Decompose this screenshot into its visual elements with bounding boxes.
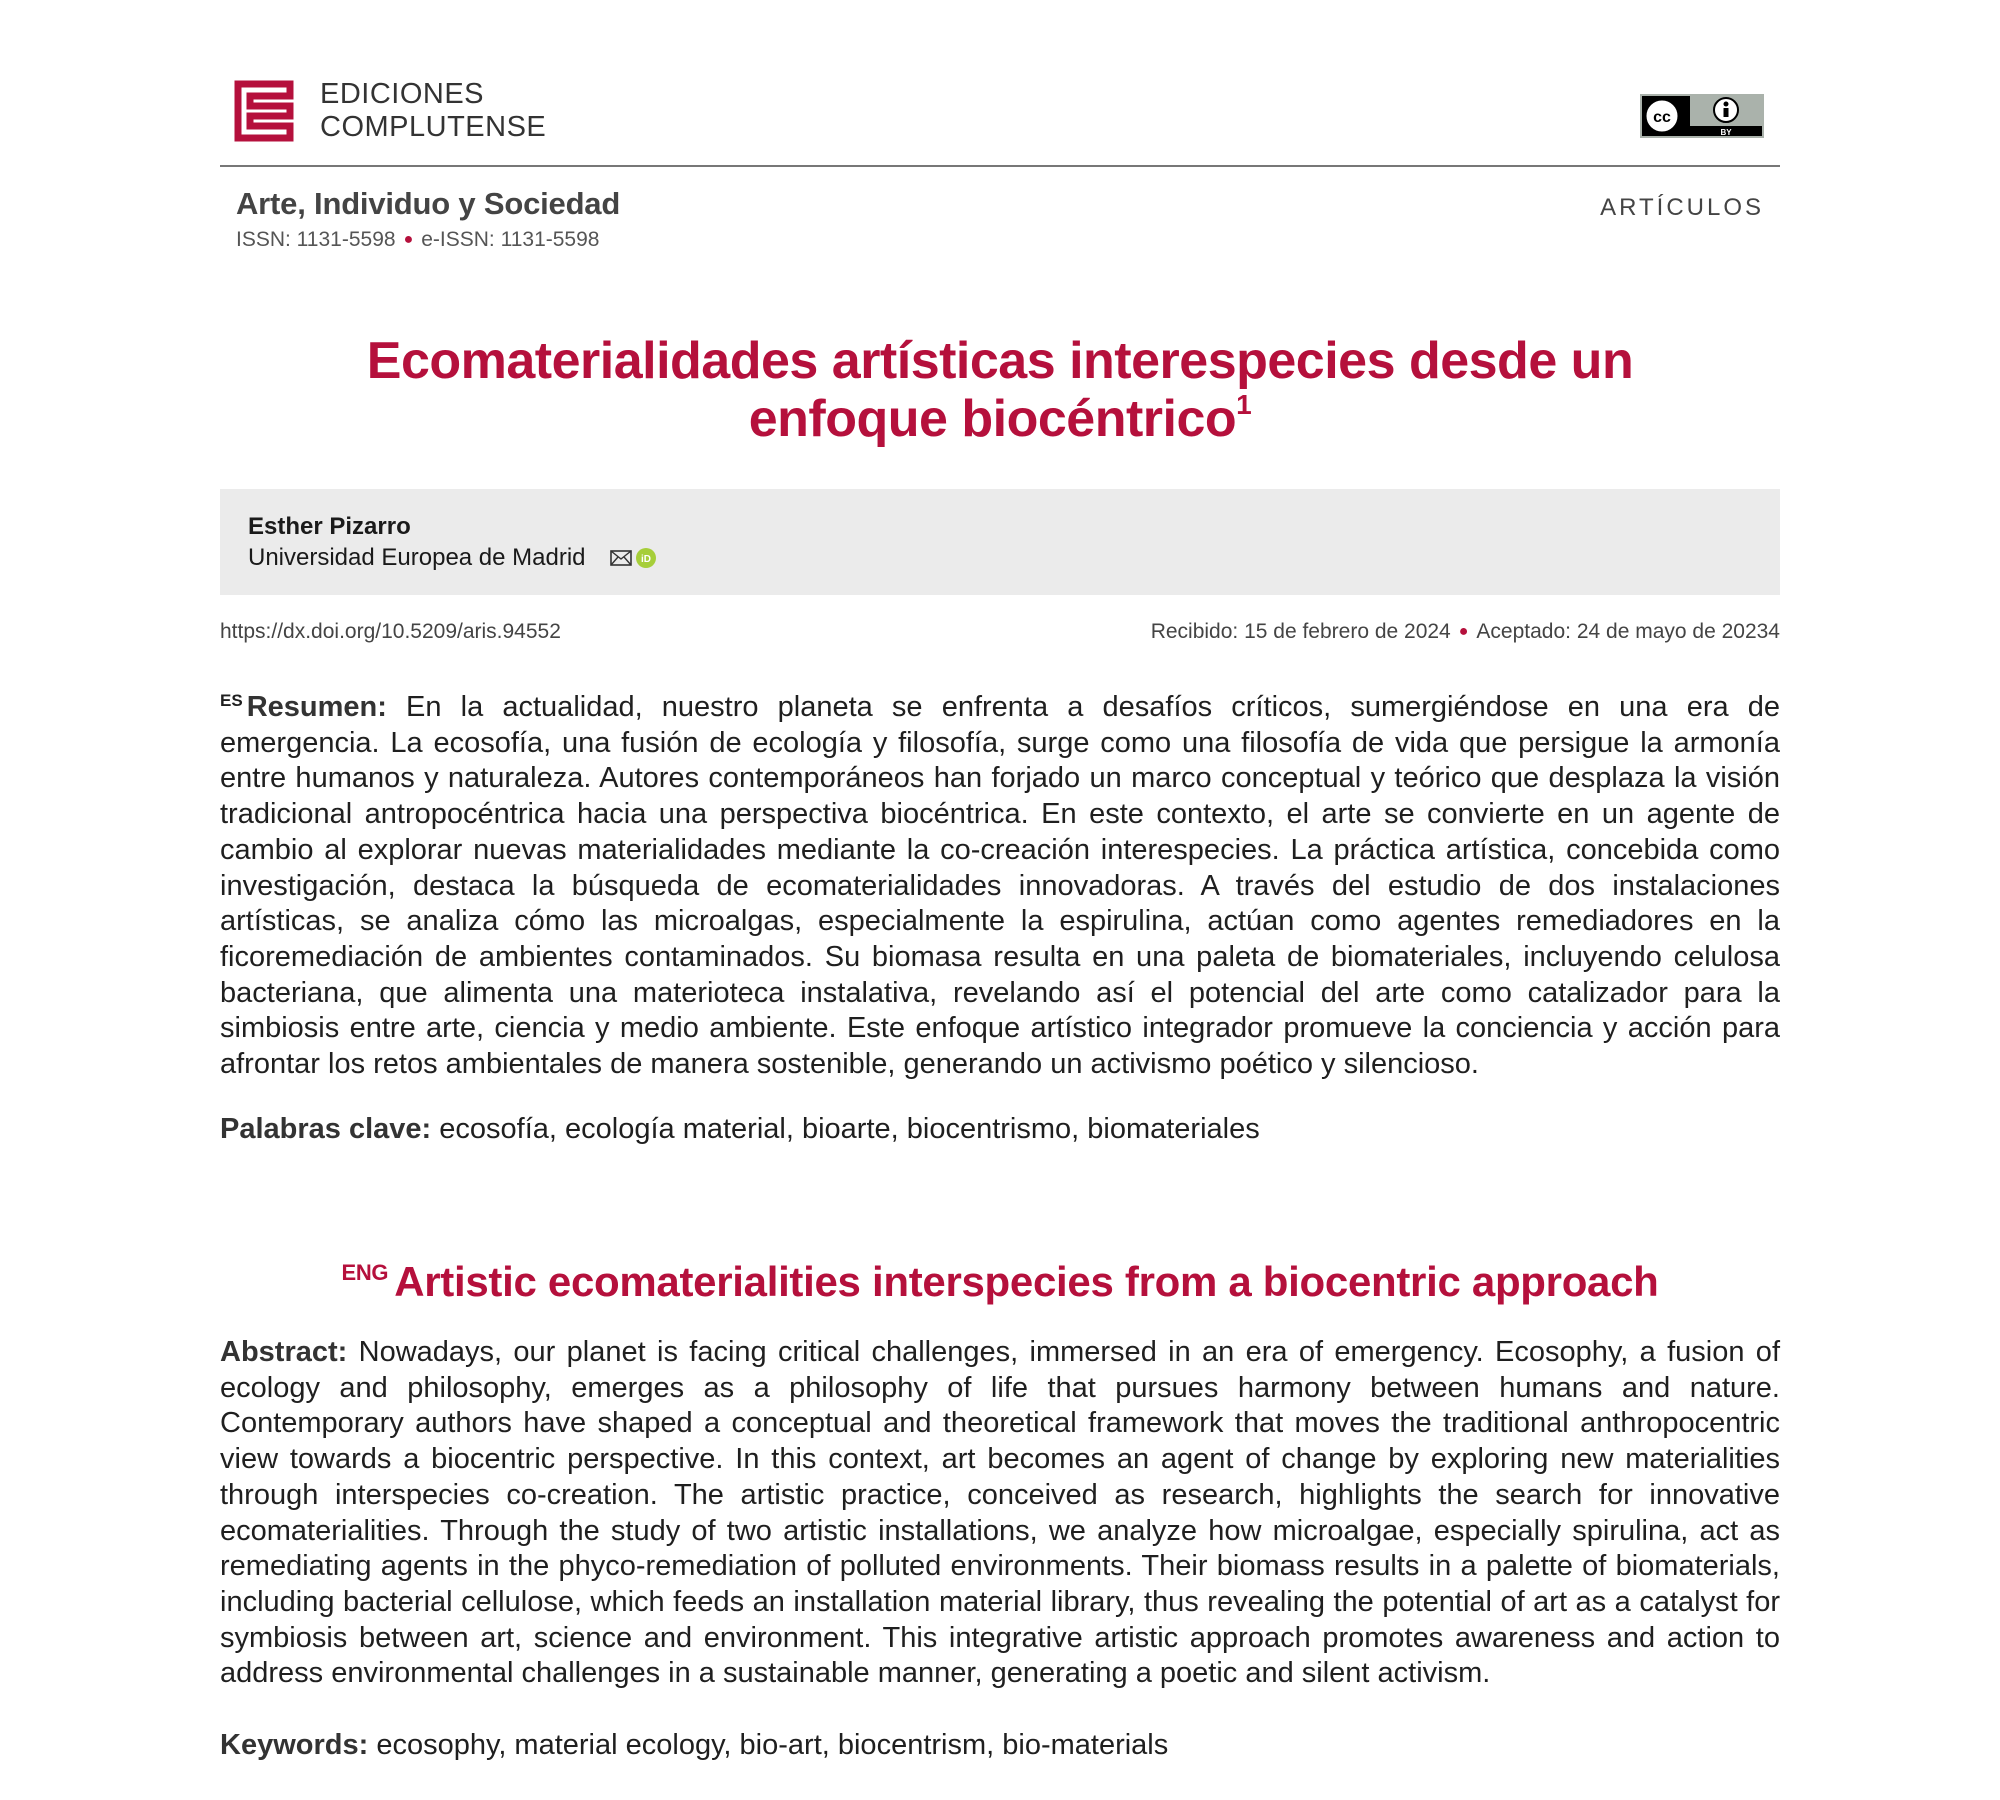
eissn: e-ISSN: 1131-5598 bbox=[421, 228, 600, 251]
article-title-line1: Ecomaterialidades artísticas interespecies desde un bbox=[366, 332, 1634, 390]
author-name: Esther Pizarro bbox=[248, 513, 411, 540]
orcid-icon[interactable] bbox=[636, 548, 656, 568]
abstract-es-text: En la actualidad, nuestro planeta se enfrenta a desafíos críticos, sumergiéndose en una era de emergencia. La ecosofía, una fusión de ecología y filosofía, surge como una filosofía de vida que persigue la armonía entre humanos y naturaleza. Autores contemporáneos han forjado un marco conceptual y teórico que desplaza la visión tradicional antropocéntrica hacia una perspectiva biocéntrica. En este contexto, el arte se convierte en un agente de cambio al explorar nuevas materialidades mediante la co-creación interespecies. La práctica artística, concebida como investigación, destaca la búsqueda de ecomaterialidades innovadoras. A través del estudio de dos instalaciones artísticas, se analiza cómo las microalgas, especialmente la espirulina, actúan como agentes remediadores en la ficoremediación de ambientes contaminados. Su biomasa resulta en una paleta de biomateriales, incluyendo celulosa bacteriana, que alimenta una materioteca instalativa, revelando así el potencial del arte como catalizador para la simbiosis entre arte, ciencia y medio ambiente. Este enfoque artístico integrador promueve la conciencia y acción para afrontar los retos ambientales de manera sostenible, generando un activismo poético y silencioso. bbox=[220, 691, 1781, 1081]
doi-link[interactable]: https://dx.doi.org/10.5209/aris.94552 bbox=[220, 620, 561, 643]
publisher-name-line1: EDICIONES bbox=[320, 78, 485, 110]
lang-tag-es: ES bbox=[220, 691, 243, 710]
issn: ISSN: 1131-5598 bbox=[236, 228, 396, 251]
abstract-en bbox=[220, 1335, 1780, 1692]
abstract-es bbox=[220, 683, 1780, 1083]
ediciones-complutense-logo-icon bbox=[234, 80, 294, 142]
keywords-es-label: Palabras clave: bbox=[220, 1113, 432, 1145]
abstract-en-label: Abstract: bbox=[220, 1336, 348, 1368]
article-title-line2-text: enfoque biocéntrico bbox=[748, 390, 1237, 448]
journal-info bbox=[236, 186, 620, 252]
abstract-en-text: Nowadays, our planet is facing critical challenges, immersed in an era of emergency. Ecosophy, a fusion of ecology and philosophy, emerges as a philosophy of life that pursues harmony between humans and nature. Contemporary authors have shaped a conceptual and theoretical framework that moves the traditional anthropocentric view towards a biocentric perspective. In this context, art becomes an agent of change by exploring new materialities through interspecies co-creation. The artistic practice, conceived as research, highlights the search for innovative ecomaterialities. Through the study of two artistic installations, we analyze how microalgae, especially spirulina, act as remediating agents in the phyco-remediation of polluted environments. Their biomass results in a palette of biomaterials, including bacterial cellulose, which feeds an installation material library, thus revealing the potential of art as a catalyst for symbiosis between art, science and environment. This integrative artistic approach promotes awareness and action to address environmental challenges in a sustainable manner, generating a poetic and silent activism. bbox=[220, 1336, 1780, 1690]
svg-text:iD: iD bbox=[640, 554, 651, 565]
publisher-name-line2: COMPLUTENSE bbox=[320, 111, 547, 143]
cc-by-icon[interactable] bbox=[1640, 94, 1764, 138]
publisher-header bbox=[234, 78, 546, 144]
english-title bbox=[220, 1258, 1780, 1306]
keywords-en-text: ecosophy, material ecology, bio-art, biocentrism, bio-materials bbox=[376, 1729, 1169, 1761]
keywords-es-text: ecosofía, ecología material, bioarte, biocentrismo, biomateriales bbox=[439, 1113, 1260, 1145]
author-affiliation-row bbox=[248, 544, 656, 572]
separator-dot-icon: ● bbox=[403, 231, 414, 248]
mail-icon[interactable] bbox=[610, 550, 632, 566]
header-divider bbox=[220, 165, 1780, 167]
article-dates bbox=[1151, 620, 1780, 644]
received-date: Recibido: 15 de febrero de 2024 bbox=[1150, 620, 1451, 643]
lang-tag-eng: ENG bbox=[341, 1260, 389, 1285]
article-title bbox=[220, 332, 1780, 448]
journal-title: Arte, Individuo y Sociedad bbox=[236, 186, 621, 221]
license-by-text: BY bbox=[1720, 128, 1732, 137]
separator-dot-icon: ● bbox=[1458, 623, 1469, 640]
english-title-text: Artistic ecomaterialities interspecies from a biocentric approach bbox=[394, 1258, 1659, 1305]
author-affiliation: Universidad Europea de Madrid bbox=[248, 544, 586, 571]
keywords-en bbox=[220, 1727, 1780, 1763]
accepted-date: Aceptado: 24 de mayo de 20234 bbox=[1476, 620, 1780, 643]
section-label: ARTÍCULOS bbox=[1600, 194, 1764, 221]
keywords-en-label: Keywords: bbox=[220, 1729, 369, 1761]
title-footnote-marker[interactable]: 1 bbox=[1236, 389, 1252, 420]
publisher-name bbox=[320, 78, 546, 144]
svg-text:cc: cc bbox=[1653, 109, 1671, 126]
keywords-es bbox=[220, 1111, 1780, 1147]
journal-issn-line bbox=[236, 228, 620, 252]
article-title-line2 bbox=[220, 390, 1780, 448]
author-box bbox=[220, 489, 1780, 595]
author-contact-icons bbox=[610, 548, 656, 568]
article-page bbox=[220, 0, 1780, 1800]
abstract-es-label: Resumen: bbox=[246, 691, 387, 723]
